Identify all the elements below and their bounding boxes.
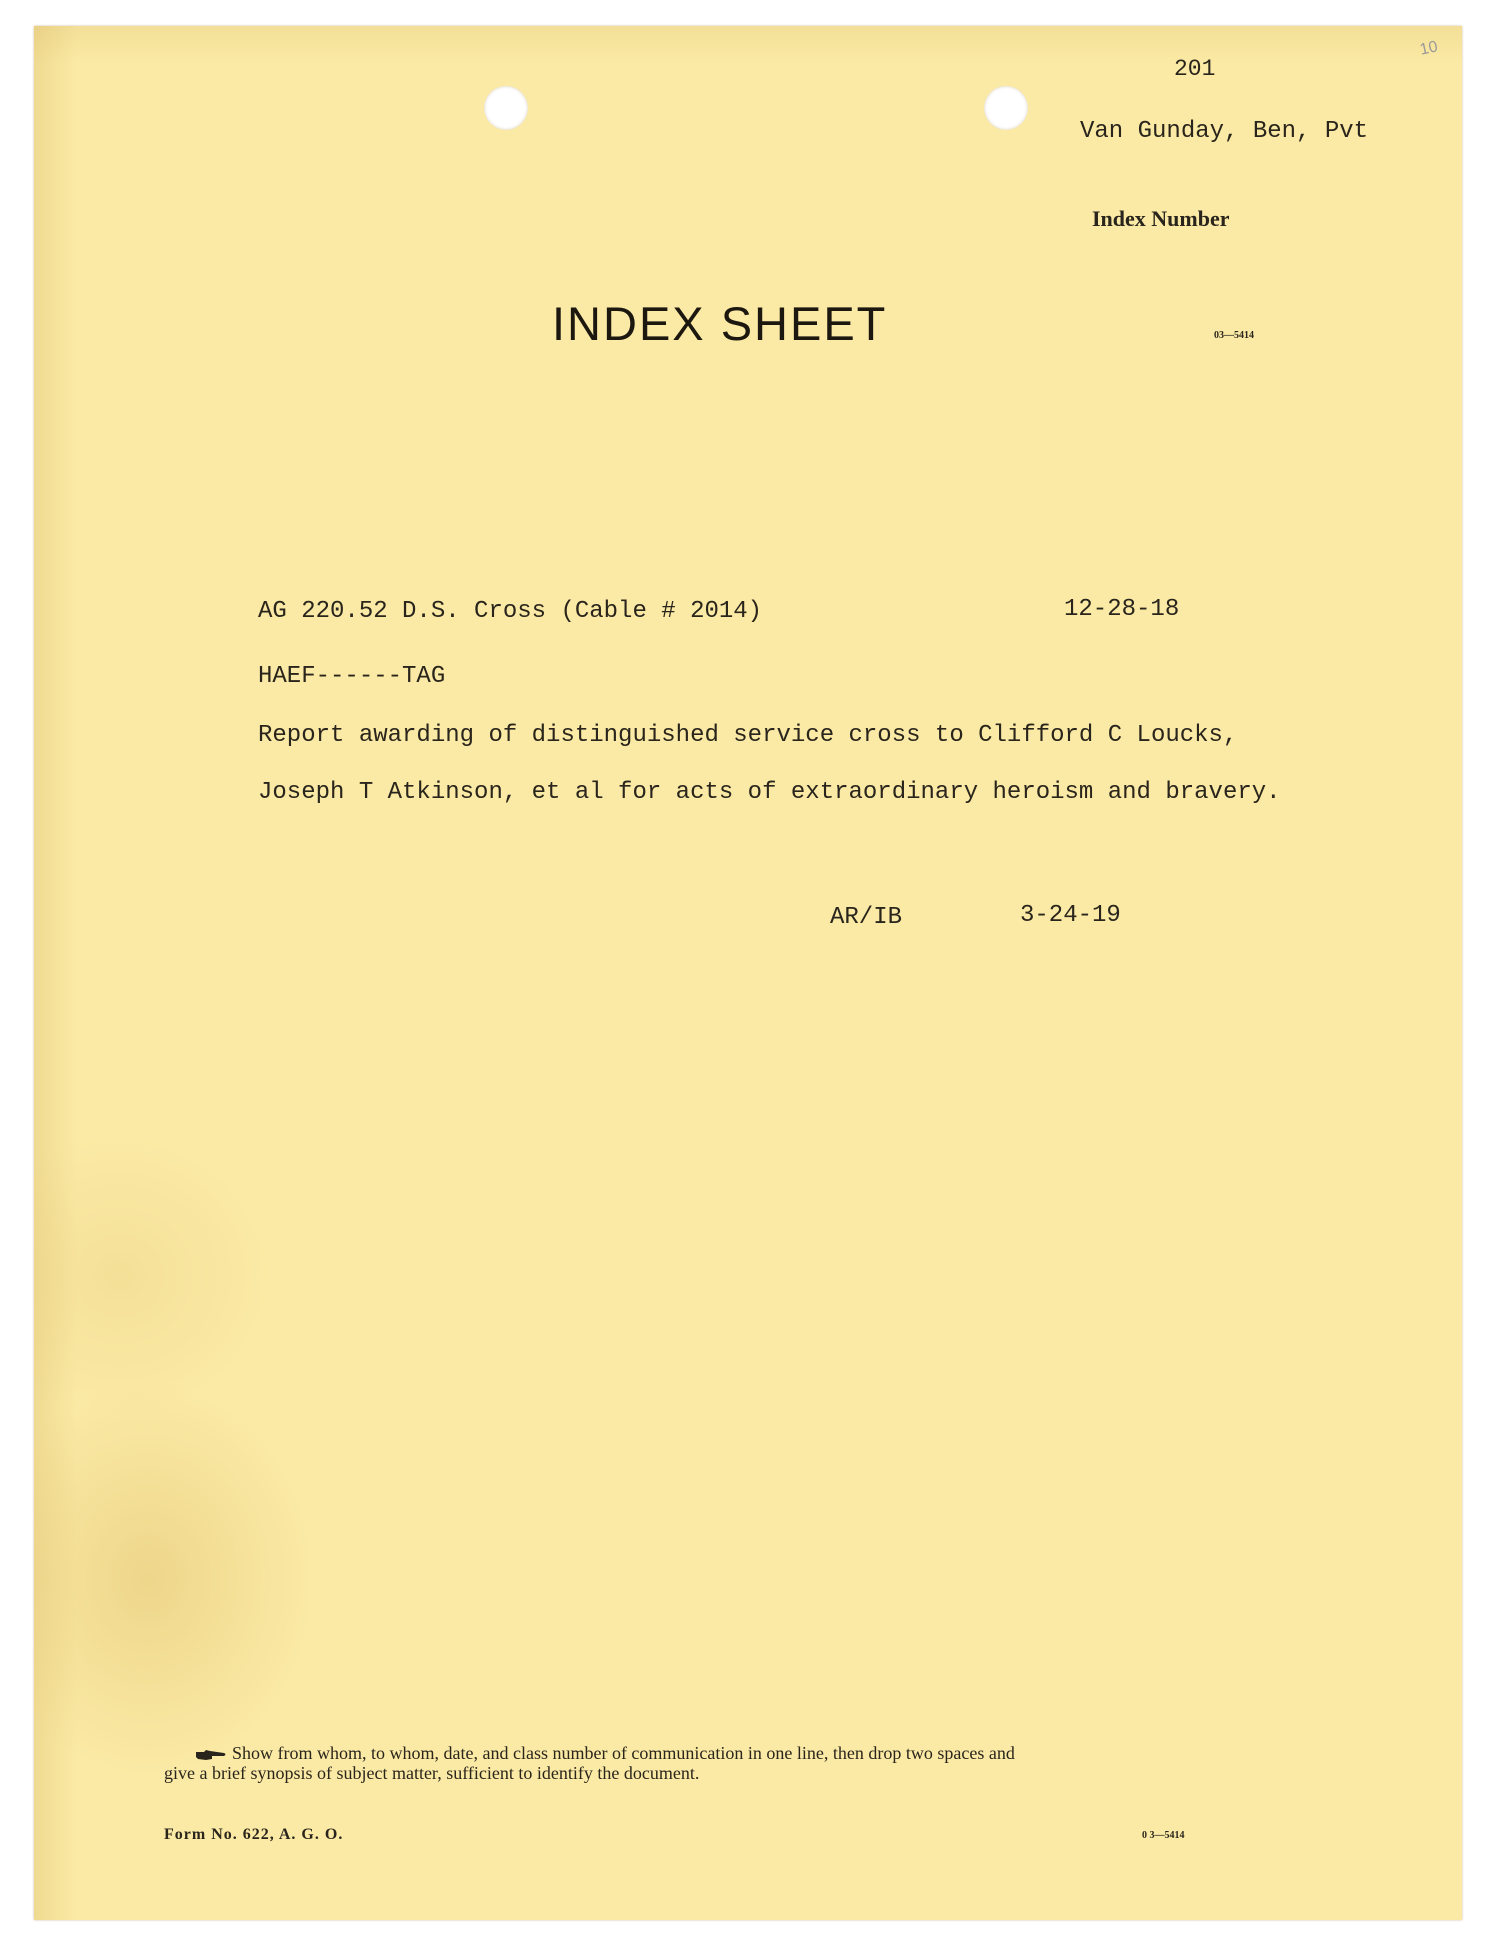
footer-instructions xyxy=(164,1743,1015,1783)
entry-reference: AG 220.52 D.S. Cross (Cable # 2014) xyxy=(258,598,763,625)
index-sheet-page xyxy=(34,26,1462,1920)
form-code-bottom: 0 3—5414 xyxy=(1142,1830,1185,1841)
entry-date: 12-28-18 xyxy=(1064,596,1180,623)
footer-instruction-line-1 xyxy=(164,1743,1015,1763)
subject-name: Van Gunday, Ben, Pvt xyxy=(1080,118,1369,145)
pointing-hand-icon xyxy=(194,1748,228,1762)
corner-mark: 10 xyxy=(1418,38,1440,59)
punch-hole-right xyxy=(984,86,1028,130)
entry-synopsis-line-2: Joseph T Atkinson, et al for acts of extraordinary heroism and bravery. xyxy=(258,779,1281,806)
form-code-top: 03—5414 xyxy=(1214,330,1254,341)
file-number: 201 xyxy=(1174,56,1216,82)
entry-filed-date: 3-24-19 xyxy=(1020,902,1121,929)
form-number: Form No. 622, A. G. O. xyxy=(164,1826,344,1843)
footer-instruction-text-1: Show from whom, to whom, date, and class number of communication in one line, then drop two spaces and xyxy=(232,1743,1015,1763)
footer-instruction-line-2: give a brief synopsis of subject matter, sufficient to identify the document. xyxy=(164,1763,700,1783)
entry-from-to: HAEF------TAG xyxy=(258,663,446,690)
entry-synopsis-line-1: Report awarding of distinguished service cross to Clifford C Loucks, xyxy=(258,722,1238,749)
entry-initials: AR/IB xyxy=(830,904,903,931)
page-title: INDEX SHEET xyxy=(552,297,888,350)
index-number-label: Index Number xyxy=(1092,206,1230,231)
punch-hole-left xyxy=(484,86,528,130)
